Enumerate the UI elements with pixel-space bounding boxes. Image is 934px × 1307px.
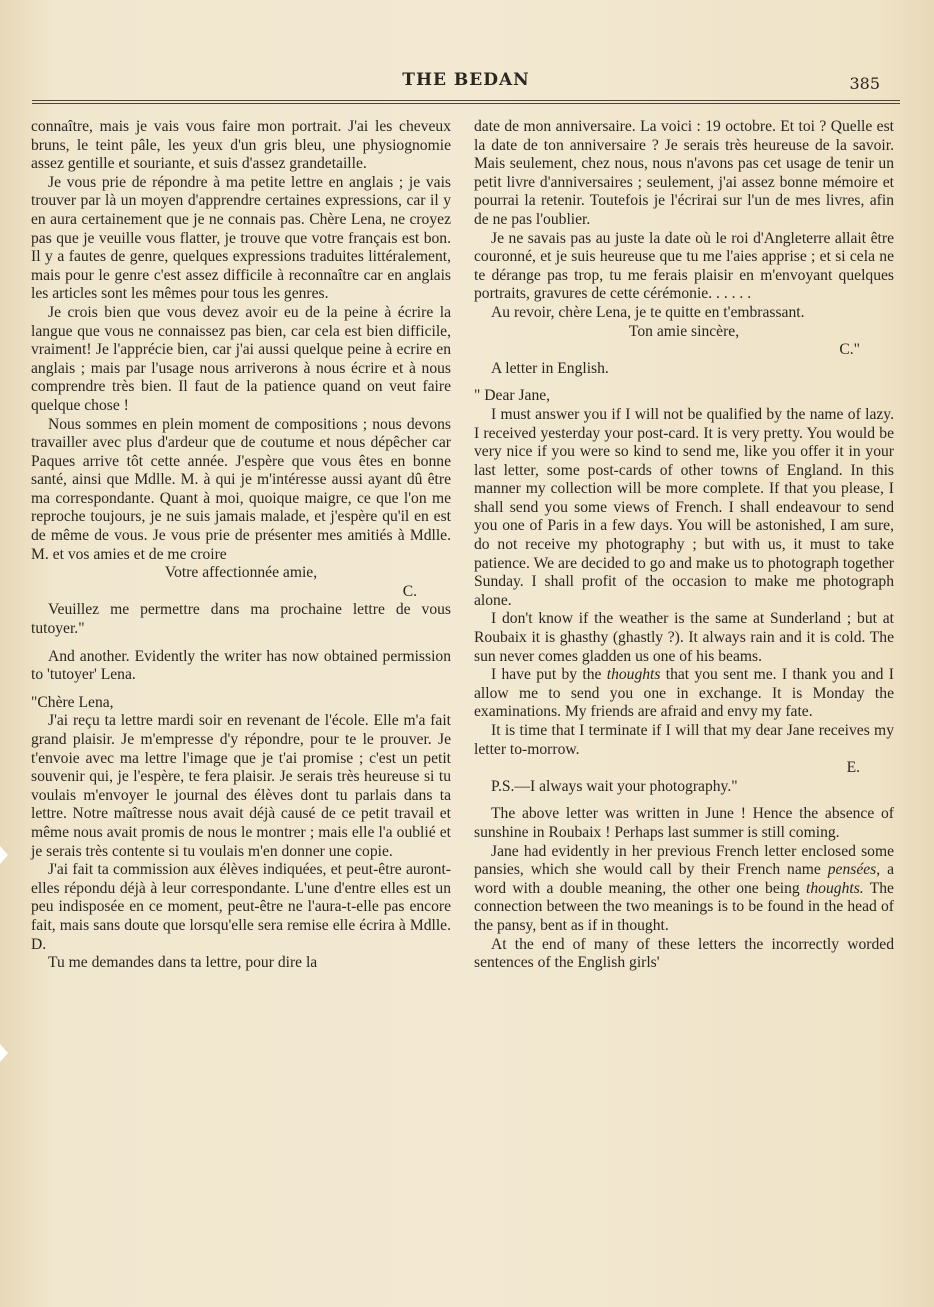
text-run: I have put by the <box>491 666 607 684</box>
paragraph: J'ai fait ta commission aux élèves indiquées, et peut-être auront-elles répondu déjà à leur correspondante. L'une d'entre elles est un peu indisposée en ce moment, peut-être ne l'aura-t-elle pas encore fait, mais sans doute que lorsqu'elle sera remise elle écrira à Mdlle. D. <box>31 861 451 953</box>
italic-word: thoughts <box>606 666 661 684</box>
letter-closing: Votre affectionnée amie, <box>164 564 318 582</box>
paragraph <box>474 843 894 936</box>
text-run: The connection between the two meanings is to be found in the head of the pansy, bent as if in thought. <box>474 879 894 934</box>
paragraph: Nous sommes en plein moment de compositions ; nous devons travailler avec plus d'ardeur que de coutume et nous dépêcher car Paques arrive tôt cette année. J'espère que vous êtes en bonne santé, ainsi que Mdlle. M. à qui je m'intéresse aussi ayant dû être ma correspondante. Quant à moi, quoique maigre, ce que l'on me reproche toujours, je ne suis jamais malade, et j'espère qu'il en est de même de vous. Je vous prie de présenter mes amitiés à Mdlle. M. et vos amies et de me croire <box>31 415 451 563</box>
paragraph <box>474 666 894 722</box>
paragraph: Je ne savais pas au juste la date où le roi d'Angleterre allait être couronné, et je suis heureuse que tu me l'aies apprise ; et si cela ne te dérange pas trop, tu me ferais plaisir en m'envoyant quelques portraits, gravures de cette cérémonie. . . . . . <box>474 229 894 303</box>
page-number: 385 <box>849 74 880 93</box>
text-run: that you sent me. I thank you and I allow me to send you one in exchange. It is Monday the examinations. My friends are afraid and envy my fate. <box>474 666 894 721</box>
paragraph: connaître, mais je vais vous faire mon portrait. J'ai les cheveux bruns, le teint pâle, les yeux d'un gris bleu, une physiognomie assez gentille et souriante, et suis d'assez grandetaille. <box>31 118 451 173</box>
paragraph: At the end of many of these letters the incorrectly worded sentences of the English girls' <box>474 935 894 972</box>
paragraph: The above letter was written in June ! Hence the absence of sunshine in Roubaix ! Perhaps last summer is still coming. <box>474 805 894 841</box>
letter-closing: Ton amie sincère, <box>628 322 740 340</box>
paragraph: Je vous prie de répondre à ma petite lettre en anglais ; je vais trouver par là un moyen d'apprendre certaines expressions, car il y en aura certainement que je ne connais pas. Chère Lena, ne croyez pas que je veuille vous flatter, je trouve que votre français est bon. Il y a fautes de genre, quelques expressions traduites littéralement, mais pour le genre c'est assez difficile à reconnaître car en anglais les articles sont les mêmes pour tous les genres. <box>31 173 451 303</box>
left-column <box>31 118 451 973</box>
running-title: THE BEDAN <box>402 70 530 90</box>
paragraph: Je crois bien que vous devez avoir eu de la peine à écrire la langue que vous ne connaissez pas bien, car cela est bien difficile, vraiment! Je l'apprécie bien, car j'ai aussi quelque peine à ecrire en anglais ; mais par l'usage nous arriverons à nous écrire et à nous comprendre très bien. Il faut de la patience quand on veut faire quelque chose ! <box>31 303 451 414</box>
letter-salutation: " Dear Jane, <box>474 387 551 405</box>
paragraph: Veuillez me permettre dans ma prochaine lettre de vous tutoyer." <box>31 601 451 638</box>
italic-word: pensées <box>827 861 877 879</box>
scan-edge-mark <box>0 1044 8 1062</box>
right-column <box>474 118 894 973</box>
paragraph: I don't know if the weather is the same at Sunderland ; but at Roubaix it is ghasthy (ghastly ?). It always rain and it is cold. The sun never comes gladden us one of his beams. <box>474 610 894 665</box>
paragraph: J'ai reçu ta lettre mardi soir en revenant de l'école. Elle m'a fait grand plaisir. Je m'empresse d'y répondre, pour te le prouver. Je t'envoie avec ma lettre l'image que je t'ai promise ; c'est un petit souvenir qui, je l'espère, te fera plaisir. Je serais très heureuse si tu voulais m'envoyer le journal des élèves dont tu parlais dans ta lettre. Notre maîtresse nous avait déjà causé de ce petit travail et même nous avait promis de nous le montrer ; mais elle l'a oublié et je serais très contente si tu voulais m'en donner une copie. <box>31 712 451 860</box>
postscript: P.S.—I always wait your photography." <box>491 777 738 795</box>
letter-signature: C." <box>839 341 860 359</box>
paragraph: Au revoir, chère Lena, je te quitte en t'embrassant. <box>491 303 805 321</box>
scan-edge-mark <box>0 846 8 864</box>
paragraph: A letter in English. <box>491 359 609 377</box>
letter-salutation: "Chère Lena, <box>31 693 114 711</box>
text-run: Jane had evidently in her previous French letter enclosed some pansies, which she would call by their French name <box>474 842 894 879</box>
page-header <box>30 66 902 96</box>
paragraph: And another. Evidently the writer has now obtained permission to 'tutoyer' Lena. <box>31 647 451 684</box>
italic-word: thoughts. <box>806 879 864 897</box>
text-run: , a word with a double meaning, the other one being <box>474 861 894 897</box>
paragraph: date de mon anniversaire. La voici : 19 octobre. Et toi ? Quelle est la date de ton anniversaire ? Je serais très heureuse de la savoir. Mais seulement, chez nous, nous n'avons pas cet usage de tenir un petit livre d'anniversaires ; seulement, j'ai assez bonne mémoire et pourrai la retenir. Toutefois je l'écrirai sur l'un de mes livres, afin de ne pas l'oublier. <box>474 118 894 228</box>
header-rule <box>32 100 900 104</box>
letter-signature: E. <box>846 759 860 777</box>
paragraph: It is time that I terminate if I will that my dear Jane receives my letter to-morrow. <box>474 722 894 758</box>
letter-signature: C. <box>402 582 417 600</box>
paragraph: I must answer you if I will not be qualified by the name of lazy. I received yesterday your post-card. It is very pretty. You would be very nice if you were so kind to send me, like you offer it in your last letter, some post-cards of other towns of England. In this manner my collection will be more complete. If that you please, I shall send you some views of French. I shall endeavour to send you one of Paris in a few days. You will be astonished, I am sure, do not receive my photography ; but with us, it must to take patience. We are decided to go and make us to photograph together Sunday. I shall profit of the occasion to make me photograph alone. <box>474 405 894 609</box>
paragraph: Tu me demandes dans ta lettre, pour dire la <box>48 954 318 972</box>
